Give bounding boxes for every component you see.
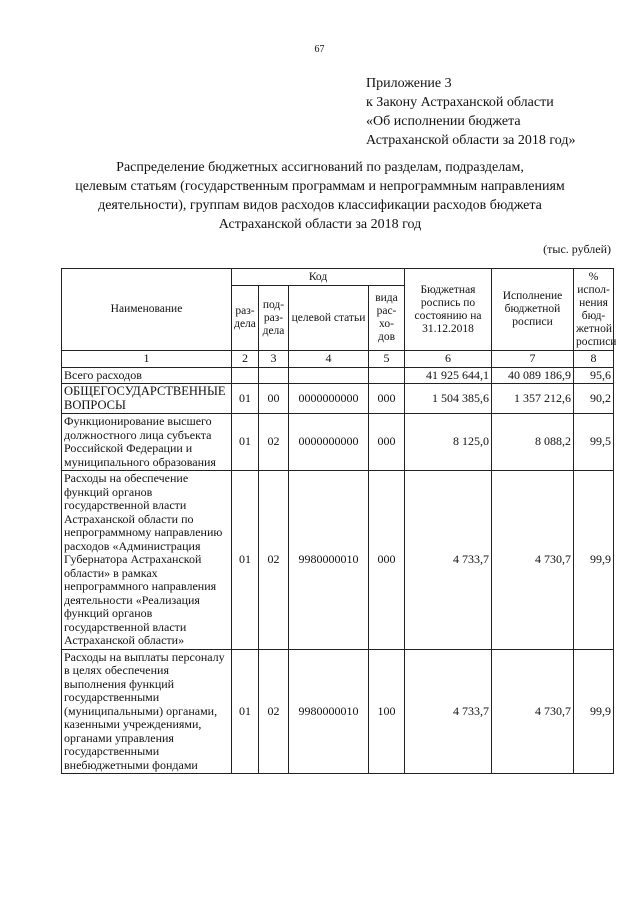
header-name: Наименование: [62, 269, 232, 351]
page-number: 67: [314, 44, 325, 55]
row-subsection: [259, 367, 289, 384]
header-target: целевой статьи: [289, 286, 369, 351]
appendix-block: [366, 74, 575, 150]
row-execution: 4 730,7: [492, 649, 574, 774]
col-number: 4: [289, 351, 369, 368]
row-name: Расходы на обеспечение функций органов государственной власти Астраханской области по непрограммному направлению расходов «Администрация Губернатора Астраханской области» в рамках непрограммного направления деятельности «Реализация функций органов государственной власти Астраханской области»: [62, 471, 232, 650]
appendix-line: «Об исполнении бюджета: [366, 114, 521, 129]
row-section: 01: [232, 471, 259, 650]
row-section: 01: [232, 414, 259, 471]
row-type: [369, 367, 405, 384]
row-name: Расходы на выплаты персоналу в целях обеспечения выполнения функций государственными (муниципальными) органами, казенными учреждениями, органами управления государственными внебюджетными фондами: [62, 649, 232, 774]
column-number-row: [62, 351, 614, 368]
table-row: [62, 471, 614, 650]
budget-table: [61, 268, 617, 774]
row-budget: 41 925 644,1: [405, 367, 492, 384]
row-type: 000: [369, 414, 405, 471]
col-number: 2: [232, 351, 259, 368]
title-line: Распределение бюджетных ассигнований по разделам, подразделам,: [116, 160, 524, 175]
row-target: 0000000000: [289, 414, 369, 471]
row-target: 9980000010: [289, 471, 369, 650]
title-line: деятельности), группам видов расходов классификации расходов бюджета: [98, 198, 542, 213]
row-percent: 99,9: [574, 471, 614, 650]
row-subsection: 02: [259, 649, 289, 774]
row-subsection: 00: [259, 384, 289, 414]
row-execution: 4 730,7: [492, 471, 574, 650]
table-row: [62, 649, 614, 774]
appendix-line: Приложение 3: [366, 76, 452, 91]
header-subsection: под-раз-дела: [259, 286, 289, 351]
row-percent: 90,2: [574, 384, 614, 414]
header-type: вида рас-хо-дов: [369, 286, 405, 351]
row-budget: 8 125,0: [405, 414, 492, 471]
row-target: 0000000000: [289, 384, 369, 414]
table-row: [62, 414, 614, 471]
header-section: раз-дела: [232, 286, 259, 351]
col-number: 8: [574, 351, 614, 368]
col-number: 6: [405, 351, 492, 368]
row-percent: 99,9: [574, 649, 614, 774]
row-budget: 4 733,7: [405, 471, 492, 650]
row-section: 01: [232, 649, 259, 774]
title-line: Астраханской области за 2018 год: [218, 217, 422, 232]
row-execution: 1 357 212,6: [492, 384, 574, 414]
row-budget: 1 504 385,6: [405, 384, 492, 414]
appendix-line: Астраханской области за 2018 год»: [366, 133, 576, 148]
row-section: 01: [232, 384, 259, 414]
row-target: [289, 367, 369, 384]
row-execution: 8 088,2: [492, 414, 574, 471]
col-number: 1: [62, 351, 232, 368]
row-target: 9980000010: [289, 649, 369, 774]
table-row: [62, 367, 614, 384]
row-percent: 95,6: [574, 367, 614, 384]
row-name: ОБЩЕГОСУДАРСТВЕННЫЕ ВОПРОСЫ: [62, 384, 232, 414]
units-label: (тыс. рублей): [543, 242, 611, 256]
row-percent: 99,5: [574, 414, 614, 471]
row-section: [232, 367, 259, 384]
document-title: [50, 158, 590, 234]
row-name: Всего расходов: [62, 367, 232, 384]
header-code: Код: [232, 269, 405, 286]
header-percent: % испол-нения бюд-жетной росписи: [574, 269, 614, 351]
row-subsection: 02: [259, 414, 289, 471]
col-number: 7: [492, 351, 574, 368]
title-line: целевым статьям (государственным программам и непрограммным направлениям: [75, 179, 565, 194]
row-budget: 4 733,7: [405, 649, 492, 774]
appendix-line: к Закону Астраханской области: [366, 95, 554, 110]
row-type: 000: [369, 471, 405, 650]
row-type: 000: [369, 384, 405, 414]
row-name: Функционирование высшего должностного лица субъекта Российской Федерации и муниципального образования: [62, 414, 232, 471]
row-subsection: 02: [259, 471, 289, 650]
col-number: 5: [369, 351, 405, 368]
header-budget: Бюджетная роспись по состоянию на 31.12.2018: [405, 269, 492, 351]
header-execution: Исполнение бюджетной росписи: [492, 269, 574, 351]
row-execution: 40 089 186,9: [492, 367, 574, 384]
col-number: 3: [259, 351, 289, 368]
row-type: 100: [369, 649, 405, 774]
table-row: [62, 384, 614, 414]
